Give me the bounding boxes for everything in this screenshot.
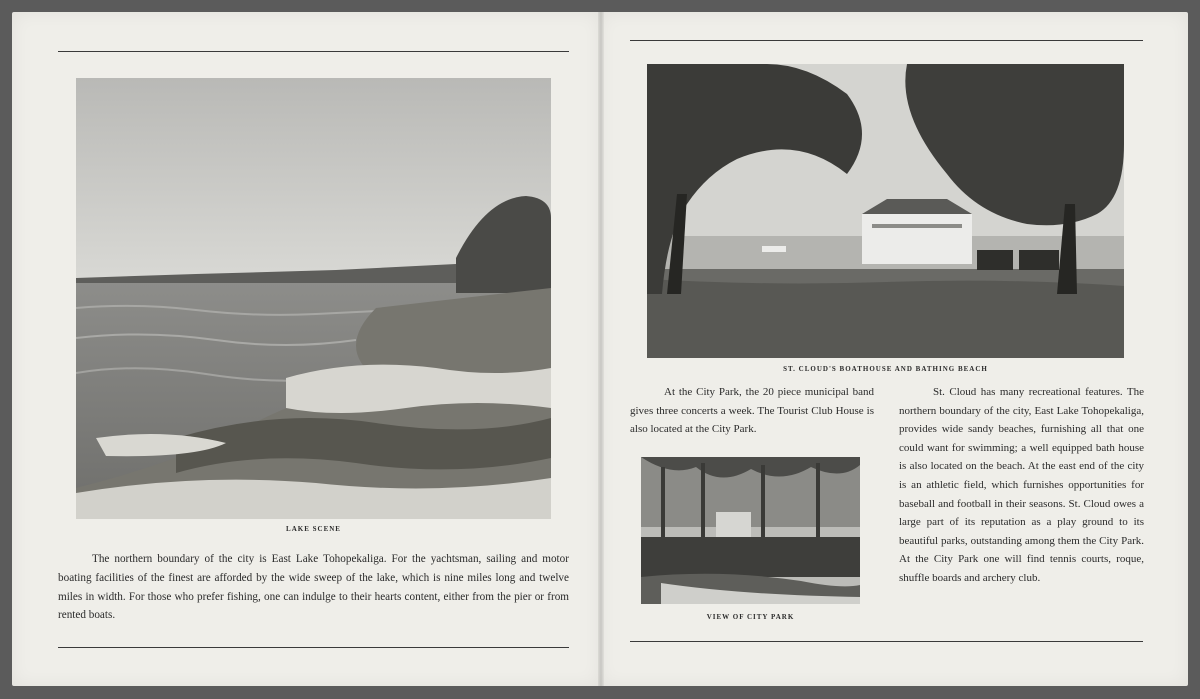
- lake-scene-photo: [76, 78, 551, 519]
- city-park-photo: [641, 457, 860, 604]
- right-page: [600, 12, 1188, 686]
- boathouse-photo: [647, 64, 1124, 358]
- bottom-rule-right: [630, 641, 1143, 642]
- top-rule-right: [630, 40, 1143, 41]
- left-page: [12, 12, 600, 686]
- recreation-paragraph: St. Cloud has many recreational features. The northern boundary of the city, East Lake Tohopekaliga, provides wide sandy beaches, furnishing all that one could want for swimming; a well equipped bath house is also located on the beach. At the east end of the city is an athletic field, which furnishes opportunities for baseball and football in their seasons. St. Cloud owes a large part of its reputation as a play ground to its beautiful parks, outstanding among them the City Park. At the City Park one will find tennis courts, roque, shuffle boards and archery club.: [899, 386, 1144, 584]
- lake-scene-caption: LAKE SCENE: [286, 525, 341, 533]
- city-park-paragraph: At the City Park, the 20 piece municipal band gives three concerts a week. The Tourist Club House is also located at the City Park.: [630, 386, 874, 436]
- city-park-caption: VIEW OF CITY PARK: [706, 613, 795, 621]
- top-rule-left: [58, 51, 569, 52]
- boathouse-caption: ST. CLOUD'S BOATHOUSE AND BATHING BEACH: [783, 365, 988, 373]
- bottom-rule-left: [58, 647, 569, 648]
- brochure-spread: [12, 12, 1188, 688]
- lake-paragraph: The northern boundary of the city is East Lake Tohopekaliga. For the yachtsman, sailing and motor boating facilities of the finest are afforded by the wide sweep of the lake, which is nine miles long and twelve miles in width. For those who prefer fishing, one can indulge to their hearts content, either from the pier or from rented boats.: [58, 553, 569, 622]
- binding-gutter: [598, 12, 604, 686]
